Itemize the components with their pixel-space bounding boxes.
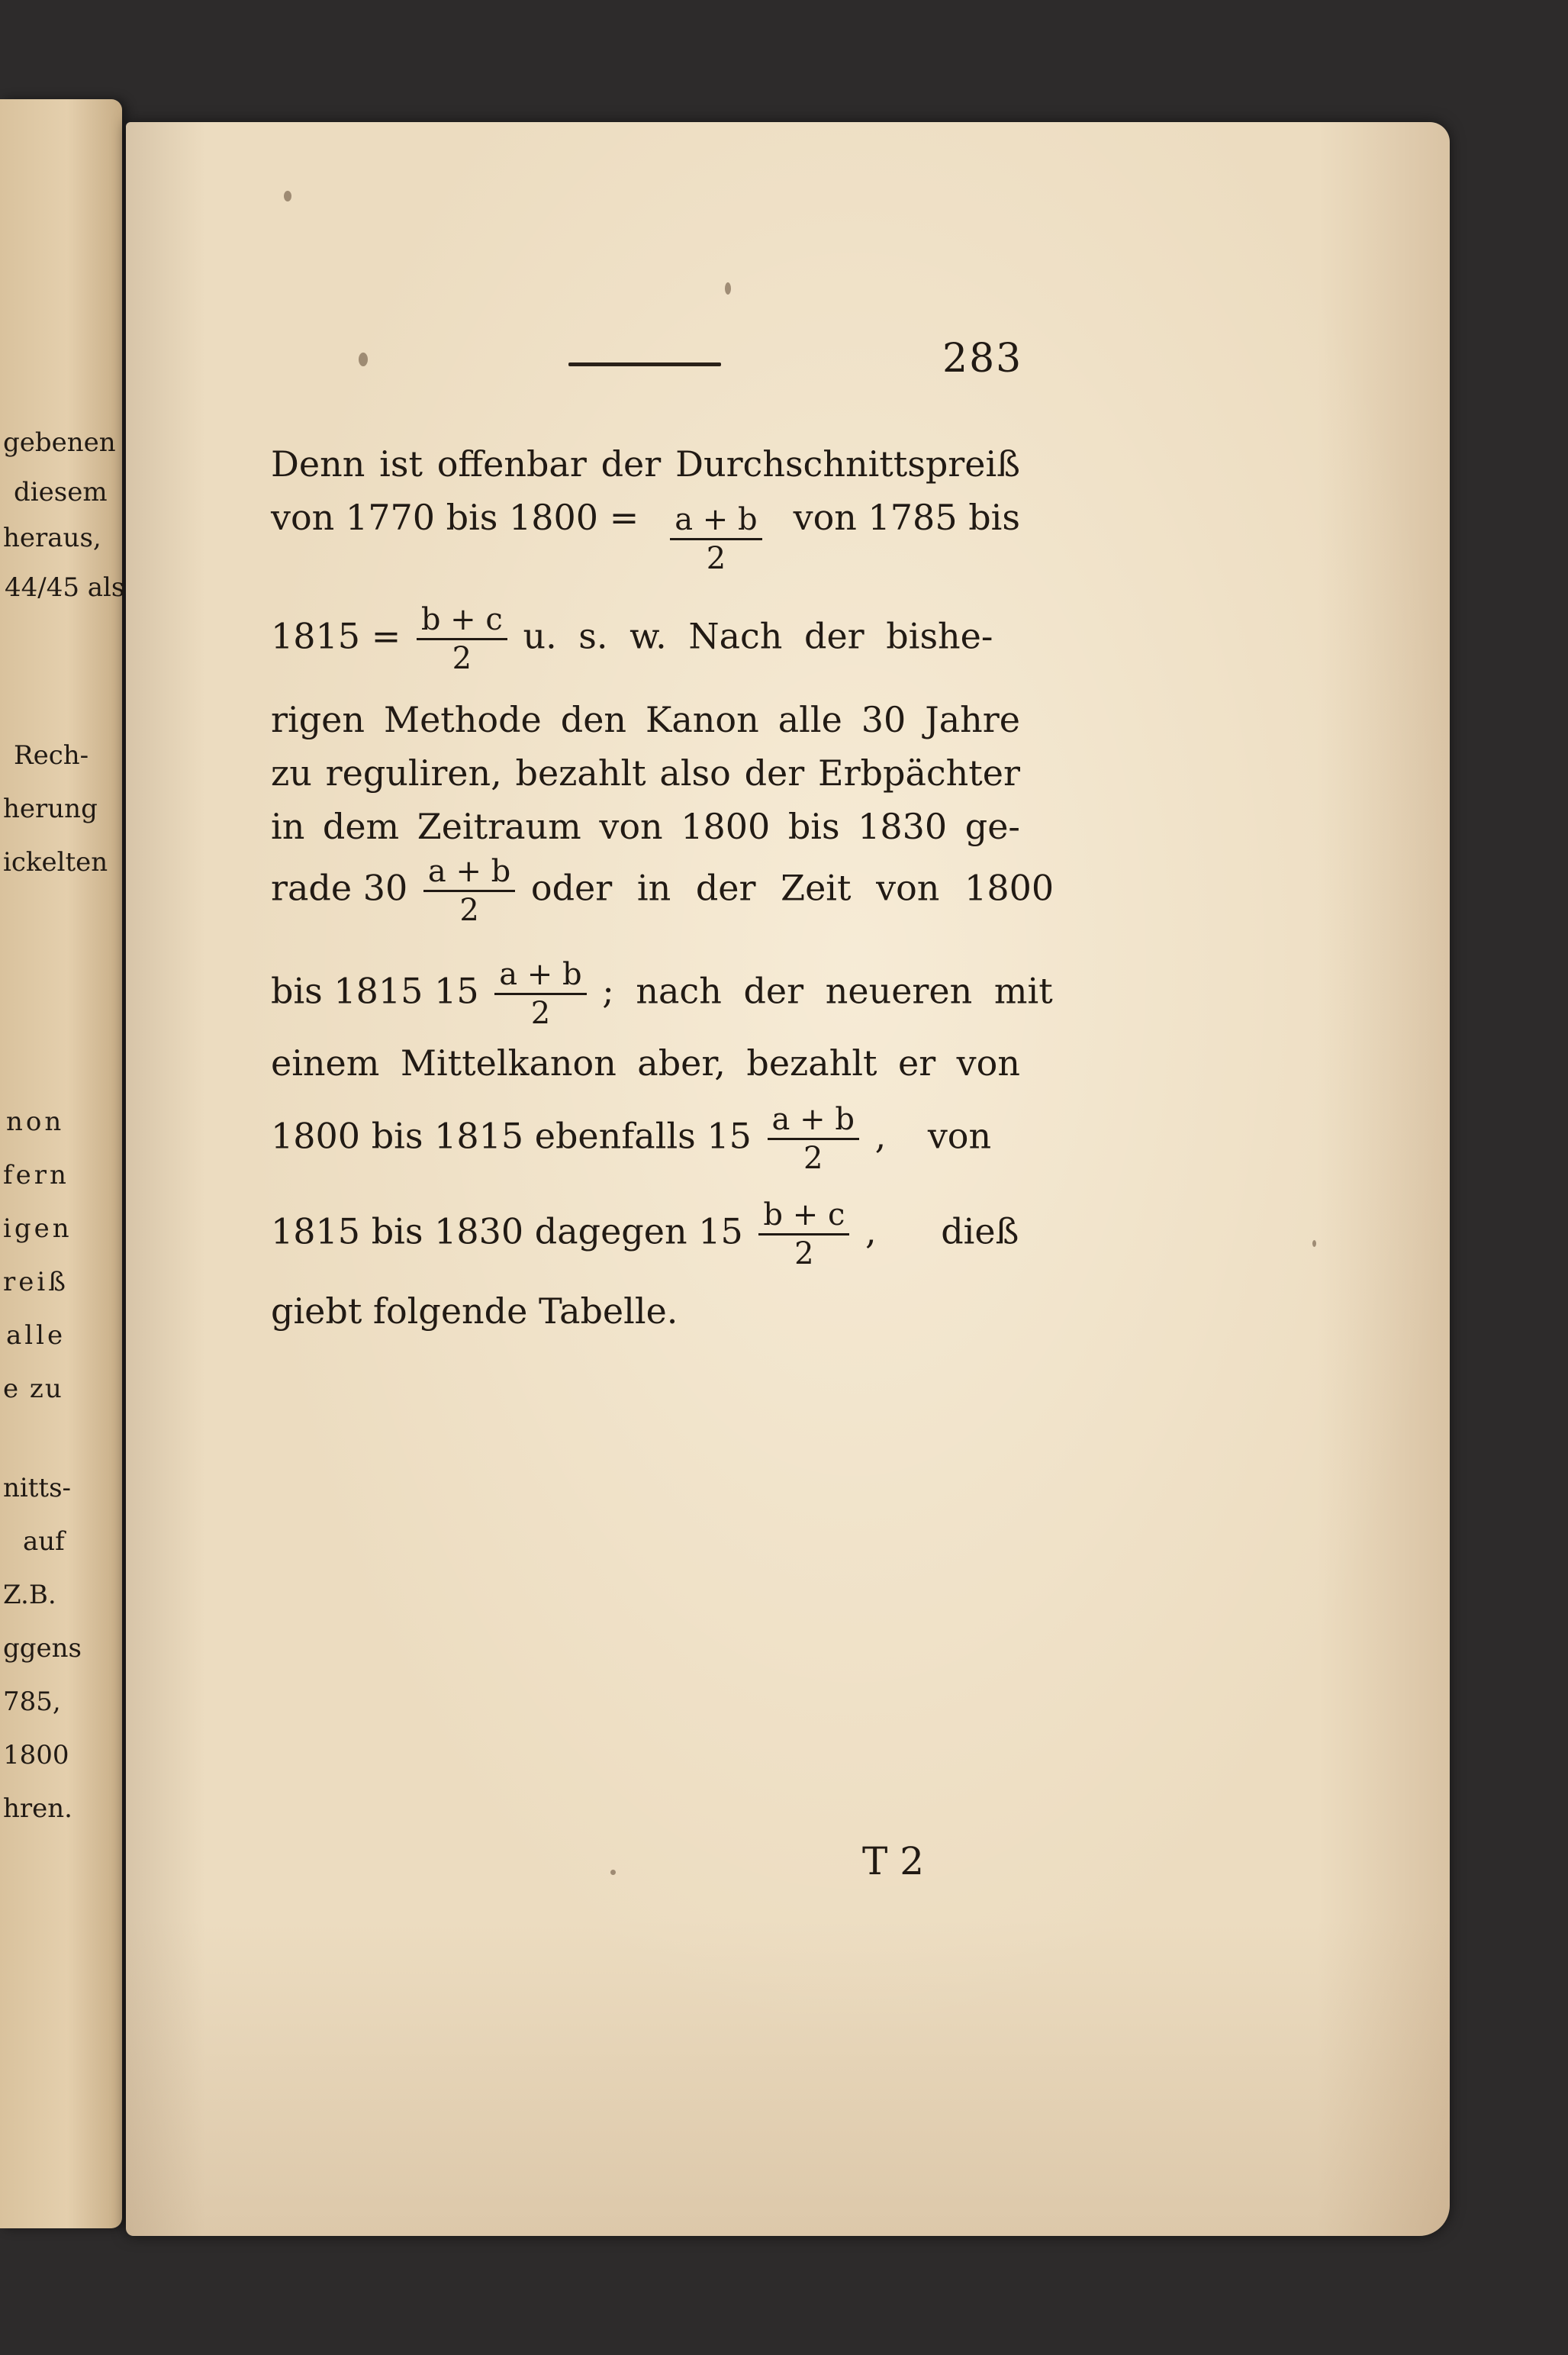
text-line-4 — [271, 698, 1020, 741]
word: aber, — [637, 1042, 726, 1084]
word: Zeitraum — [417, 806, 581, 847]
left-fragment: heraus, — [3, 523, 101, 553]
fraction — [758, 1198, 849, 1271]
left-fragment: 44/45 als — [5, 572, 125, 603]
fraction — [423, 855, 515, 927]
word: Durchschnittspreiß — [675, 443, 1020, 485]
fraction — [670, 503, 761, 575]
left-fragment: non — [6, 1107, 65, 1137]
word: er — [898, 1042, 936, 1084]
text-line-7 — [271, 854, 1054, 928]
line-text-before: 1815 = — [271, 615, 401, 657]
word: giebt folgende Tabelle. — [271, 1290, 678, 1332]
line-text-before: rade 30 — [271, 867, 408, 909]
word: bezahlt — [746, 1042, 877, 1084]
fraction-denominator: 2 — [794, 1236, 814, 1271]
fraction-denominator: 2 — [803, 1141, 823, 1176]
line-text-after: , von — [874, 1115, 992, 1157]
left-fragment: nitts- — [3, 1473, 72, 1503]
left-fragment: auf — [23, 1526, 65, 1557]
word: ge- — [964, 806, 1020, 847]
left-fragment: ickelten — [3, 847, 108, 878]
left-fragment: ggens — [3, 1633, 82, 1664]
previous-page-edge — [0, 99, 125, 2228]
word: ist — [379, 443, 423, 485]
left-fragment: Z.B. — [3, 1580, 56, 1610]
fraction-numerator: a + b — [768, 1103, 859, 1140]
page-number: 283 — [942, 336, 1023, 382]
text-line-11 — [271, 1198, 1020, 1271]
word: 1830 — [858, 806, 948, 847]
line-text-before: 1815 bis 1830 dagegen 15 — [271, 1210, 743, 1252]
line-text-after: ; nach der neueren mit — [602, 970, 1053, 1012]
word: Erbpächter — [817, 752, 1020, 794]
fraction-numerator: b + c — [758, 1198, 849, 1235]
fraction — [494, 958, 586, 1030]
word: Kanon — [646, 699, 759, 740]
word: dem — [322, 806, 400, 847]
line-text-after: u. s. w. Nach der bishe- — [523, 615, 993, 657]
word: Denn — [271, 443, 365, 485]
text-line-10 — [271, 1103, 1020, 1175]
text-line-6 — [271, 805, 1020, 848]
fraction-denominator: 2 — [530, 996, 551, 1031]
left-fragment: 785, — [3, 1687, 61, 1717]
fraction-numerator: a + b — [670, 503, 761, 540]
paper-speck — [284, 191, 291, 201]
paper-speck — [1312, 1240, 1316, 1247]
fraction-numerator: a + b — [494, 958, 586, 995]
line-text-after: von 1785 bis — [793, 497, 1020, 538]
text-line-9 — [271, 1042, 1020, 1084]
fraction-denominator: 2 — [706, 541, 726, 576]
paper-speck — [610, 1870, 616, 1875]
left-fragment: igen — [3, 1213, 72, 1244]
paper-speck — [725, 282, 731, 295]
word: offenbar — [436, 443, 587, 485]
paper-speck — [359, 353, 368, 366]
fraction-numerator: b + c — [417, 603, 507, 640]
word: der — [600, 443, 662, 485]
left-fragment: 1800 — [3, 1740, 69, 1770]
book-page — [126, 122, 1450, 2236]
left-fragment: e zu — [3, 1374, 63, 1404]
word: von — [599, 806, 663, 847]
fraction-denominator: 2 — [452, 641, 472, 676]
word: einem — [271, 1042, 380, 1084]
line-text-after: , dieß — [864, 1210, 1019, 1252]
word: alle — [778, 699, 842, 740]
word: von — [956, 1042, 1020, 1084]
signature-mark: T 2 — [862, 1839, 925, 1883]
word: also — [659, 752, 731, 794]
word: Mittelkanon — [400, 1042, 617, 1084]
word: 30 — [861, 699, 906, 740]
fraction — [417, 603, 507, 675]
word: 1800 — [681, 806, 771, 847]
left-fragment: fern — [3, 1160, 69, 1190]
fraction-numerator: a + b — [423, 855, 515, 892]
line-text-after: oder in der Zeit von 1800 — [530, 867, 1054, 909]
left-fragment: gebenen — [3, 427, 116, 458]
word: bezahlt — [515, 752, 646, 794]
word: Methode — [383, 699, 542, 740]
text-line-2 — [271, 496, 1020, 575]
header-rule — [568, 362, 721, 366]
word: zu — [271, 752, 312, 794]
fraction — [768, 1103, 859, 1175]
line-text-before: von 1770 bis 1800 = — [271, 497, 639, 538]
left-fragment: diesem — [14, 477, 108, 507]
word: in — [271, 806, 305, 847]
left-fragment: alle — [6, 1320, 66, 1351]
word: reguliren, — [325, 752, 502, 794]
left-fragment: herung — [3, 794, 98, 824]
line-text-before: bis 1815 15 — [271, 970, 479, 1012]
text-line-8 — [271, 957, 1053, 1031]
left-fragment: hren. — [3, 1793, 72, 1824]
text-line-3 — [271, 603, 1020, 675]
fraction-denominator: 2 — [459, 893, 479, 928]
word: der — [744, 752, 805, 794]
left-fragment: Rech- — [14, 740, 89, 771]
text-line-12 — [271, 1290, 1020, 1332]
line-text-before: 1800 bis 1815 ebenfalls 15 — [271, 1115, 752, 1157]
word: rigen — [271, 699, 365, 740]
text-line-1 — [271, 443, 1020, 485]
word: Jahre — [925, 699, 1020, 740]
word: den — [560, 699, 627, 740]
text-line-5 — [271, 752, 1020, 794]
left-fragment: reiß — [3, 1267, 69, 1297]
word: bis — [787, 806, 840, 847]
